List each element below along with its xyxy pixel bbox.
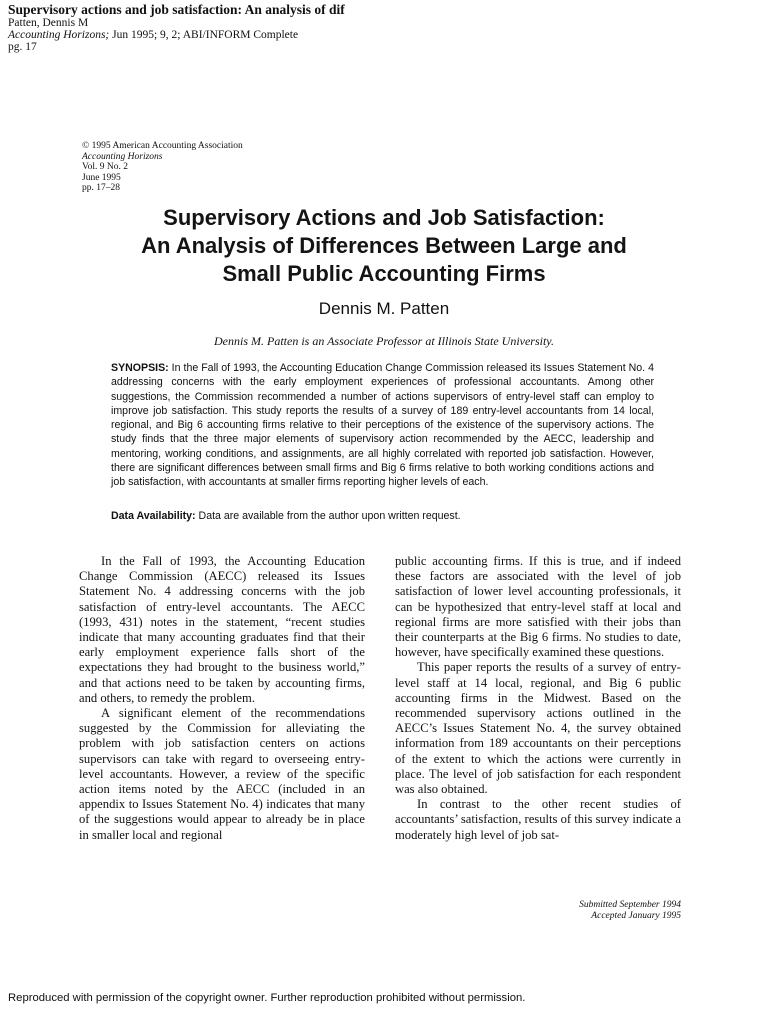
title-line: Supervisory Actions and Job Satisfaction: <box>163 205 605 230</box>
data-availability-label: Data Availability: <box>111 510 196 522</box>
copyright-date: June 1995 <box>82 172 121 183</box>
article-author: Dennis M. Patten <box>318 299 450 318</box>
copyright-pages: pp. 17–28 <box>82 183 120 194</box>
body-paragraph: In the Fall of 1993, the Accounting Education Change Commission (AECC) released its Issues Statement No. 4 addressing concerns with the job satisfaction of entry-level accountants. The AECC (1993, 431) notes in the statement, “recent studies indicate that many accounting graduates find that their early employment experience falls short of the expectations they had brought to the business world,” and that actions need to be taken by accounting firms, and others, to remedy the problem. <box>79 554 365 705</box>
title-line: Small Public Accounting Firms <box>222 261 546 286</box>
submission-dates <box>579 900 681 922</box>
source-issue: Jun 1995; 9, 2; ABI/INFORM Complete <box>109 29 299 41</box>
copyright-line: © 1995 American Accounting Association <box>82 141 243 151</box>
copyright-volume: Vol. 9 No. 2 <box>82 162 129 173</box>
data-availability-text: Data are available from the author upon written request. <box>195 510 461 522</box>
synopsis <box>111 361 654 490</box>
document-header <box>8 2 345 53</box>
body-column-right <box>395 554 681 843</box>
accepted-date: Accepted January 1995 <box>591 911 681 921</box>
body-paragraph: In contrast to the other recent studies of accountants’ satisfaction, results of this survey indicate a moderately high level of job sat- <box>395 797 681 842</box>
copyright-block <box>82 141 243 194</box>
body-paragraph: This paper reports the results of a survey of entry-level staff at 14 local, regional, and Big 6 public accounting firms in the Midwest. Based on the recommended supervisory actions outlined in the AECC’s Issues Statement No. 4, the survey obtained information from 189 accountants on their perceptions of the extent to which the actions were currently in place. The level of job satisfaction for each respondent was also obtained. <box>395 660 681 797</box>
submitted-date: Submitted September 1994 <box>579 900 681 910</box>
reproduction-notice: Reproduced with permission of the copyright owner. Further reproduction prohibited without permission. <box>8 992 526 1004</box>
document-author: Patten, Dennis M <box>8 17 89 29</box>
copyright-journal: Accounting Horizons <box>82 151 163 162</box>
synopsis-text: In the Fall of 1993, the Accounting Education Change Commission released its Issues Statement No. 4 addressing concerns with the early employment experiences of professional accountants. Among other suggestions, the Commission recommended a number of actions supervisors of entry-level staff can employ to improve job satisfaction. This study reports the results of a survey of 189 entry-level accountants from 14 local, regional, and Big 6 accounting firms relative to their perceptions of the existence of the supervisory actions. The study finds that the three major elements of supervisory action recommended by the AECC, leadership and mentoring, working conditions, and assignments, are all highly correlated with reported job satisfaction. However, there are significant differences between small firms and Big 6 firms relative to both working conditions actions and job satisfaction, with accountants at smaller firms reporting higher levels of each. <box>111 362 654 489</box>
source-journal: Accounting Horizons; <box>8 29 110 41</box>
data-availability <box>111 509 654 523</box>
document-title: Supervisory actions and job satisfaction: An analysis of dif <box>8 2 345 17</box>
document-page: pg. 17 <box>8 41 37 53</box>
body-column-left <box>79 554 365 843</box>
body-paragraph: A significant element of the recommendations suggested by the Commission for alleviating the problem with job satisfaction centers on actions supervisors can take with regard to overseeing entry-level accountants. However, a review of the specific action items noted by the AECC (included in an appendix to Issues Statement No. 4) indicates that many of the suggestions would appear to already be in place in smaller local and regional <box>79 706 365 842</box>
author-affiliation: Dennis M. Patten is an Associate Professor at Illinois State University. <box>214 334 554 348</box>
article-title <box>0 204 768 288</box>
document-source <box>8 29 345 41</box>
synopsis-label: SYNOPSIS: <box>111 362 169 374</box>
title-line: An Analysis of Differences Between Large and <box>141 233 627 258</box>
body-paragraph-continued: public accounting firms. If this is true, and if indeed these factors are associated with the level of job satisfaction of lower level accounting professionals, it can be hypothesized that entry-level staff at local and regional firms are more satisfied with their jobs than their counterparts at the Big 6 firms. No studies to date, however, have specifically examined these questions. <box>395 554 681 660</box>
